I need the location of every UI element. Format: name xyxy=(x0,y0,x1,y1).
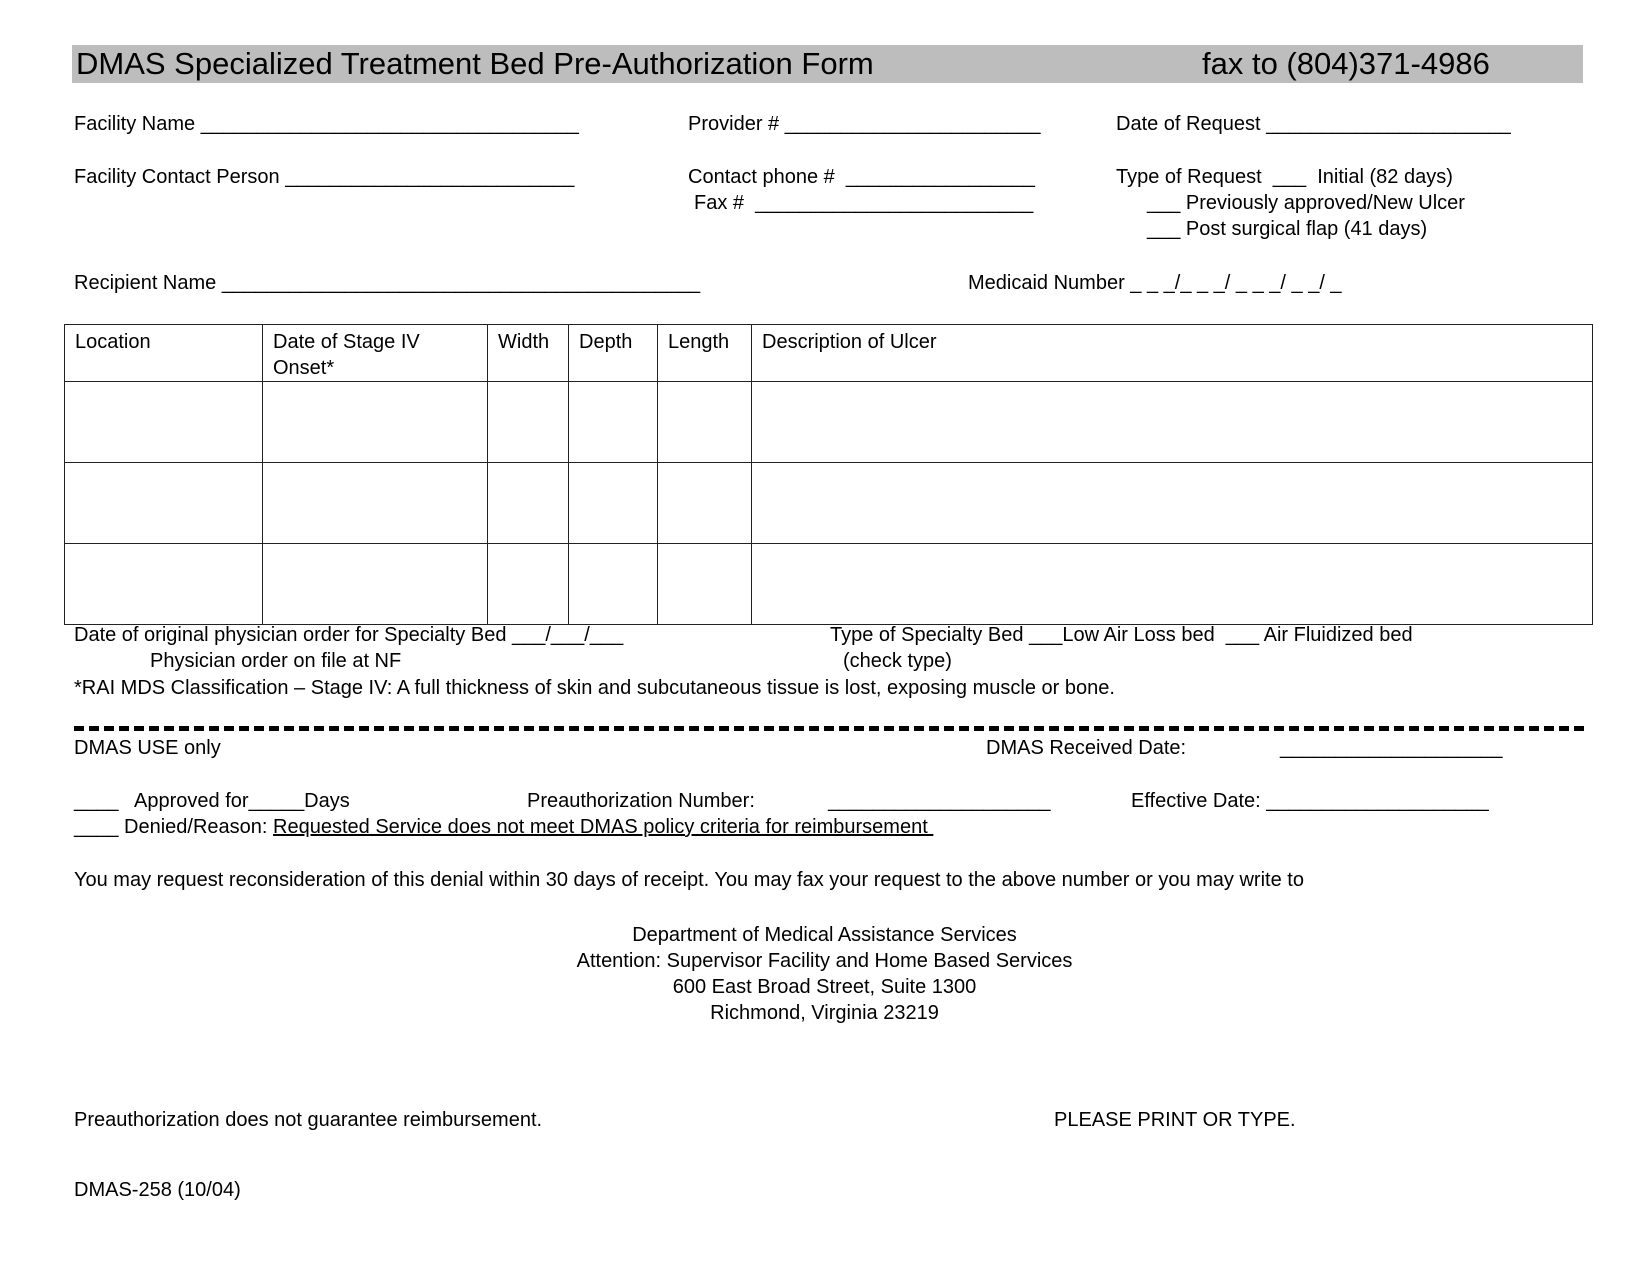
dmas-received-date-field[interactable]: ____________________ xyxy=(1280,737,1503,759)
physician-order-on-file: Physician order on file at NF xyxy=(150,650,402,672)
physician-order-date-field[interactable]: Date of original physician order for Specialty Bed ___/___/___ xyxy=(74,624,624,646)
table-cell[interactable] xyxy=(658,544,752,625)
table-header-depth: Depth xyxy=(569,325,658,382)
table-row xyxy=(65,544,1593,625)
table-row xyxy=(65,382,1593,463)
dmas-received-date-label: DMAS Received Date: xyxy=(986,737,1187,759)
medicaid-number-field[interactable]: Medicaid Number _ _ _/_ _ _/ _ _ _/ _ _/ _ xyxy=(968,272,1342,294)
address-line-4: Richmond, Virginia 23219 xyxy=(710,1002,939,1024)
ulcer-table xyxy=(64,324,1593,625)
table-header-length: Length xyxy=(658,325,752,382)
address-line-2: Attention: Supervisor Facility and Home Based Services xyxy=(576,950,1073,972)
table-cell[interactable] xyxy=(488,463,569,544)
provider-number-field[interactable]: Provider # _______________________ xyxy=(688,113,1041,135)
preauthorization-number-field[interactable]: ____________________ xyxy=(828,790,1051,812)
table-header-location: Location xyxy=(65,325,263,382)
facility-contact-field[interactable]: Facility Contact Person __________________________ xyxy=(74,166,575,188)
table-header-description: Description of Ulcer xyxy=(752,325,1593,382)
table-cell[interactable] xyxy=(752,544,1593,625)
table-header-width: Width xyxy=(488,325,569,382)
table-cell[interactable] xyxy=(658,463,752,544)
table-cell[interactable] xyxy=(263,544,488,625)
denied-reason-label: ____ Denied/Reason: xyxy=(74,816,274,838)
approved-days-field[interactable]: ____ Approved for_____Days xyxy=(74,790,350,812)
table-cell[interactable] xyxy=(569,463,658,544)
date-of-request-field[interactable]: Date of Request ______________________ xyxy=(1116,113,1511,135)
form-id: DMAS-258 (10/04) xyxy=(74,1179,241,1201)
denied-reason-text: Requested Service does not meet DMAS policy criteria for reimbursement xyxy=(273,816,934,838)
table-header-date-of-onset: Date of Stage IV Onset* xyxy=(263,325,488,382)
type-of-request-post-surgical[interactable]: ___ Post surgical flap (41 days) xyxy=(1147,218,1428,240)
check-type-note: (check type) xyxy=(843,650,952,672)
reimbursement-disclaimer: Preauthorization does not guarantee reimbursement. xyxy=(74,1109,543,1131)
dmas-use-only-label: DMAS USE only xyxy=(74,737,221,759)
print-or-type-notice: PLEASE PRINT OR TYPE. xyxy=(1054,1109,1296,1131)
table-cell[interactable] xyxy=(263,463,488,544)
table-cell[interactable] xyxy=(569,382,658,463)
specialty-bed-type-field[interactable]: Type of Specialty Bed ___Low Air Loss bed ___ Air Fluidized bed xyxy=(830,624,1413,646)
recipient-name-field[interactable]: Recipient Name ___________________________________________ xyxy=(74,272,701,294)
type-of-request-initial[interactable]: Type of Request ___ Initial (82 days) xyxy=(1116,166,1453,188)
table-cell[interactable] xyxy=(752,463,1593,544)
table-cell[interactable] xyxy=(263,382,488,463)
denied-reason-field[interactable] xyxy=(74,817,933,837)
reconsideration-note: You may request reconsideration of this denial within 30 days of receipt. You may fax your request to the above number or you may write to xyxy=(74,869,1304,891)
address-line-3: 600 East Broad Street, Suite 1300 xyxy=(672,976,977,998)
table-cell[interactable] xyxy=(752,382,1593,463)
type-of-request-previously-approved[interactable]: ___ Previously approved/New Ulcer xyxy=(1147,192,1465,214)
table-header-row xyxy=(65,325,1593,382)
table-cell[interactable] xyxy=(488,544,569,625)
contact-phone-field[interactable]: Contact phone # _________________ xyxy=(688,166,1035,188)
facility-name-field[interactable]: Facility Name __________________________________ xyxy=(74,113,579,135)
preauthorization-number-label: Preauthorization Number: xyxy=(527,790,755,812)
table-cell[interactable] xyxy=(65,382,263,463)
table-cell[interactable] xyxy=(65,463,263,544)
table-cell[interactable] xyxy=(65,544,263,625)
fax-number: fax to (804)371-4986 xyxy=(1202,46,1490,81)
table-cell[interactable] xyxy=(658,382,752,463)
section-divider xyxy=(74,726,1584,731)
effective-date-field[interactable]: Effective Date: ____________________ xyxy=(1131,790,1489,812)
table-row xyxy=(65,463,1593,544)
form-title: DMAS Specialized Treatment Bed Pre-Authorization Form xyxy=(76,46,874,81)
address-line-1: Department of Medical Assistance Services xyxy=(632,924,1017,946)
table-cell[interactable] xyxy=(569,544,658,625)
fax-field[interactable]: Fax # _________________________ xyxy=(694,192,1034,214)
table-cell[interactable] xyxy=(488,382,569,463)
rai-mds-note: *RAI MDS Classification – Stage IV: A full thickness of skin and subcutaneous tissue is lost, exposing muscle or bone. xyxy=(74,677,1115,699)
